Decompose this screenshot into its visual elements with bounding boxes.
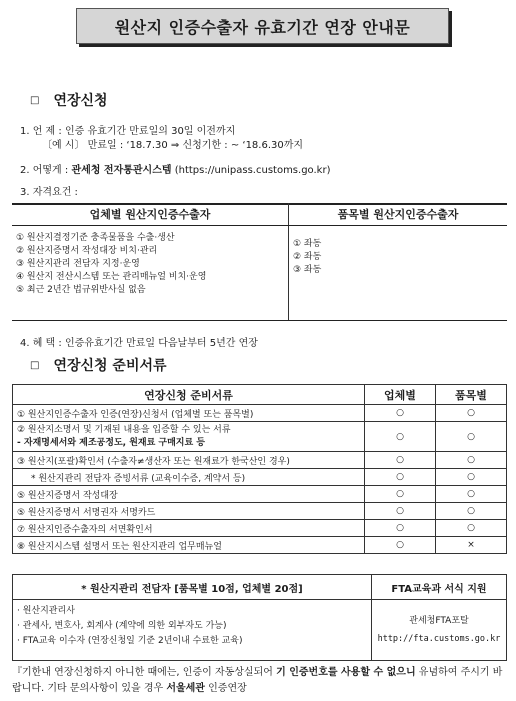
company-mark: ○	[365, 422, 436, 452]
item-mark: ○	[436, 520, 507, 537]
item-mark: ○	[436, 503, 507, 520]
company-mark: ○	[365, 486, 436, 503]
table-row	[13, 520, 507, 537]
company-col-header: 업체별	[365, 385, 436, 405]
company-mark: ○	[365, 405, 436, 422]
doc-name: ⑤ 원산지증명서 작성대장	[13, 486, 365, 503]
documents-table	[12, 384, 507, 554]
doc-name: ③ 원산지(포괄)확인서 (수출자≠생산자 또는 원재료가 한국산인 경우)	[13, 452, 365, 469]
requirement-item: ② 좌동	[293, 252, 322, 262]
table-row	[13, 503, 507, 520]
requirement-item: ③ 원산지관리 전담자 지정·운영	[16, 259, 140, 269]
qualification-table	[12, 203, 507, 320]
staff-list	[13, 600, 372, 661]
item-how-prefix: 2. 어떻게 :	[20, 165, 72, 176]
portal-url[interactable]: http://fta.customs.go.kr	[377, 634, 501, 644]
company-requirements	[12, 226, 289, 321]
item-when: 1. 언 제 : 인증 유효기간 만료일의 30일 이전까지	[20, 126, 236, 137]
item-benefit: 4. 혜 택 : 인증유효기간 만료일 다음날부터 5년간 연장	[20, 338, 258, 349]
footer-text-2: 유념하여 주시기 바랍니다. 기타 문의사항이 있을 경우	[12, 667, 503, 694]
company-mark: ○	[365, 520, 436, 537]
requirement-item: ④ 원산지 전산시스템 또는 관리매뉴얼 비치·운영	[16, 272, 207, 282]
doc-name: ⑧ 원산지시스템 설명서 또는 원산지관리 업무매뉴얼	[13, 537, 365, 554]
item-mark: ○	[436, 422, 507, 452]
requirement-item: ① 원산지결정기준 충족물품을 수출·생산	[16, 233, 175, 243]
item-qualification: 3. 자격요건 :	[20, 187, 78, 198]
example-line: 〔예 시〕 만료일 : ‘18.7.30 ⇒ 신청기한 : ~ ‘18.6.30까지	[42, 140, 304, 151]
item-how-system: 관세청 전자통관시스템	[71, 165, 172, 176]
item-mark: ×	[436, 537, 507, 554]
item-how	[20, 161, 330, 176]
list-item: · FTA교육 이수자 (연장신청일 기준 2년이내 수료한 교육)	[17, 636, 243, 646]
staff-table	[12, 574, 507, 661]
square-bullet-icon: □	[30, 360, 40, 371]
company-mark: ○	[365, 537, 436, 554]
table-row	[13, 486, 507, 503]
item-how-url: (https://unipass.customs.go.kr)	[171, 165, 331, 176]
support-cell	[372, 600, 507, 661]
table-row	[13, 405, 507, 422]
docs-header: 연장신청 준비서류	[13, 385, 365, 405]
item-mark: ○	[436, 452, 507, 469]
item-col-header: 품목별	[436, 385, 507, 405]
doc-name: * 원산지관리 전담자 증빙서류 (교육이수증, 계약서 등)	[13, 469, 365, 486]
doc-name: ① 원산지인증수출자 인증(연장)신청서 (업체별 또는 품목별)	[13, 405, 365, 422]
company-mark: ○	[365, 503, 436, 520]
requirement-item: ② 원산지증명서 작성대장 비치·관리	[16, 246, 158, 256]
table-row	[13, 422, 507, 452]
footer-notice	[12, 665, 507, 697]
doc-name	[13, 422, 365, 452]
section-heading-text: 연장신청	[53, 93, 108, 109]
footer-bold-2: 서울세관	[166, 683, 205, 694]
item-header: 품목별 원산지인증수출자	[289, 203, 508, 226]
requirement-item: ① 좌동	[293, 239, 322, 249]
table-row	[13, 452, 507, 469]
item-requirements	[289, 226, 508, 321]
requirement-item: ③ 좌동	[293, 265, 322, 275]
list-item: · 원산지관리사	[17, 606, 75, 616]
table-row	[13, 469, 507, 486]
item-mark: ○	[436, 469, 507, 486]
doc-name: ⑤ 원산지증명서 서명권자 서명카드	[13, 503, 365, 520]
table-bottom-rule	[12, 320, 507, 321]
doc-line: ② 원산지소명서 및 기재된 내용을 입증할 수 있는 서류	[17, 424, 231, 435]
section-heading-docs	[30, 355, 167, 375]
company-header: 업체별 원산지인증수출자	[12, 203, 289, 226]
company-mark: ○	[365, 469, 436, 486]
company-mark: ○	[365, 452, 436, 469]
footer-text-1: 『기한내 연장신청하지 아니한 때에는, 인증이 자동상실되어	[12, 667, 277, 678]
table-row	[13, 537, 507, 554]
section-heading-text: 연장신청 준비서류	[53, 358, 167, 374]
requirement-item: ⑤ 최근 2년간 법규위반사실 없음	[16, 285, 146, 295]
support-header: FTA교육과 서식 지원	[372, 575, 507, 600]
staff-header: * 원산지관리 전담자 [품목별 10점, 업체별 20점]	[13, 575, 372, 600]
footer-text-3: 인증연장	[204, 683, 247, 694]
square-bullet-icon: □	[30, 95, 40, 106]
page-title: 원산지 인증수출자 유효기간 연장 안내문	[76, 8, 449, 44]
item-mark: ○	[436, 405, 507, 422]
item-mark: ○	[436, 486, 507, 503]
footer-bold-1: 기 인증번호를 사용할 수 없으니	[276, 667, 416, 678]
doc-subline: - 자재명세서와 제조공정도, 원재료 구매지료 등	[17, 437, 206, 448]
portal-name: 관세청FTA포탈	[409, 616, 469, 626]
list-item: · 관세사, 변호사, 회계사 (계약에 의한 외부자도 가능)	[17, 621, 227, 631]
section-heading-extension	[30, 90, 108, 110]
doc-name: ⑦ 원산지인증수출자의 서면확인서	[13, 520, 365, 537]
